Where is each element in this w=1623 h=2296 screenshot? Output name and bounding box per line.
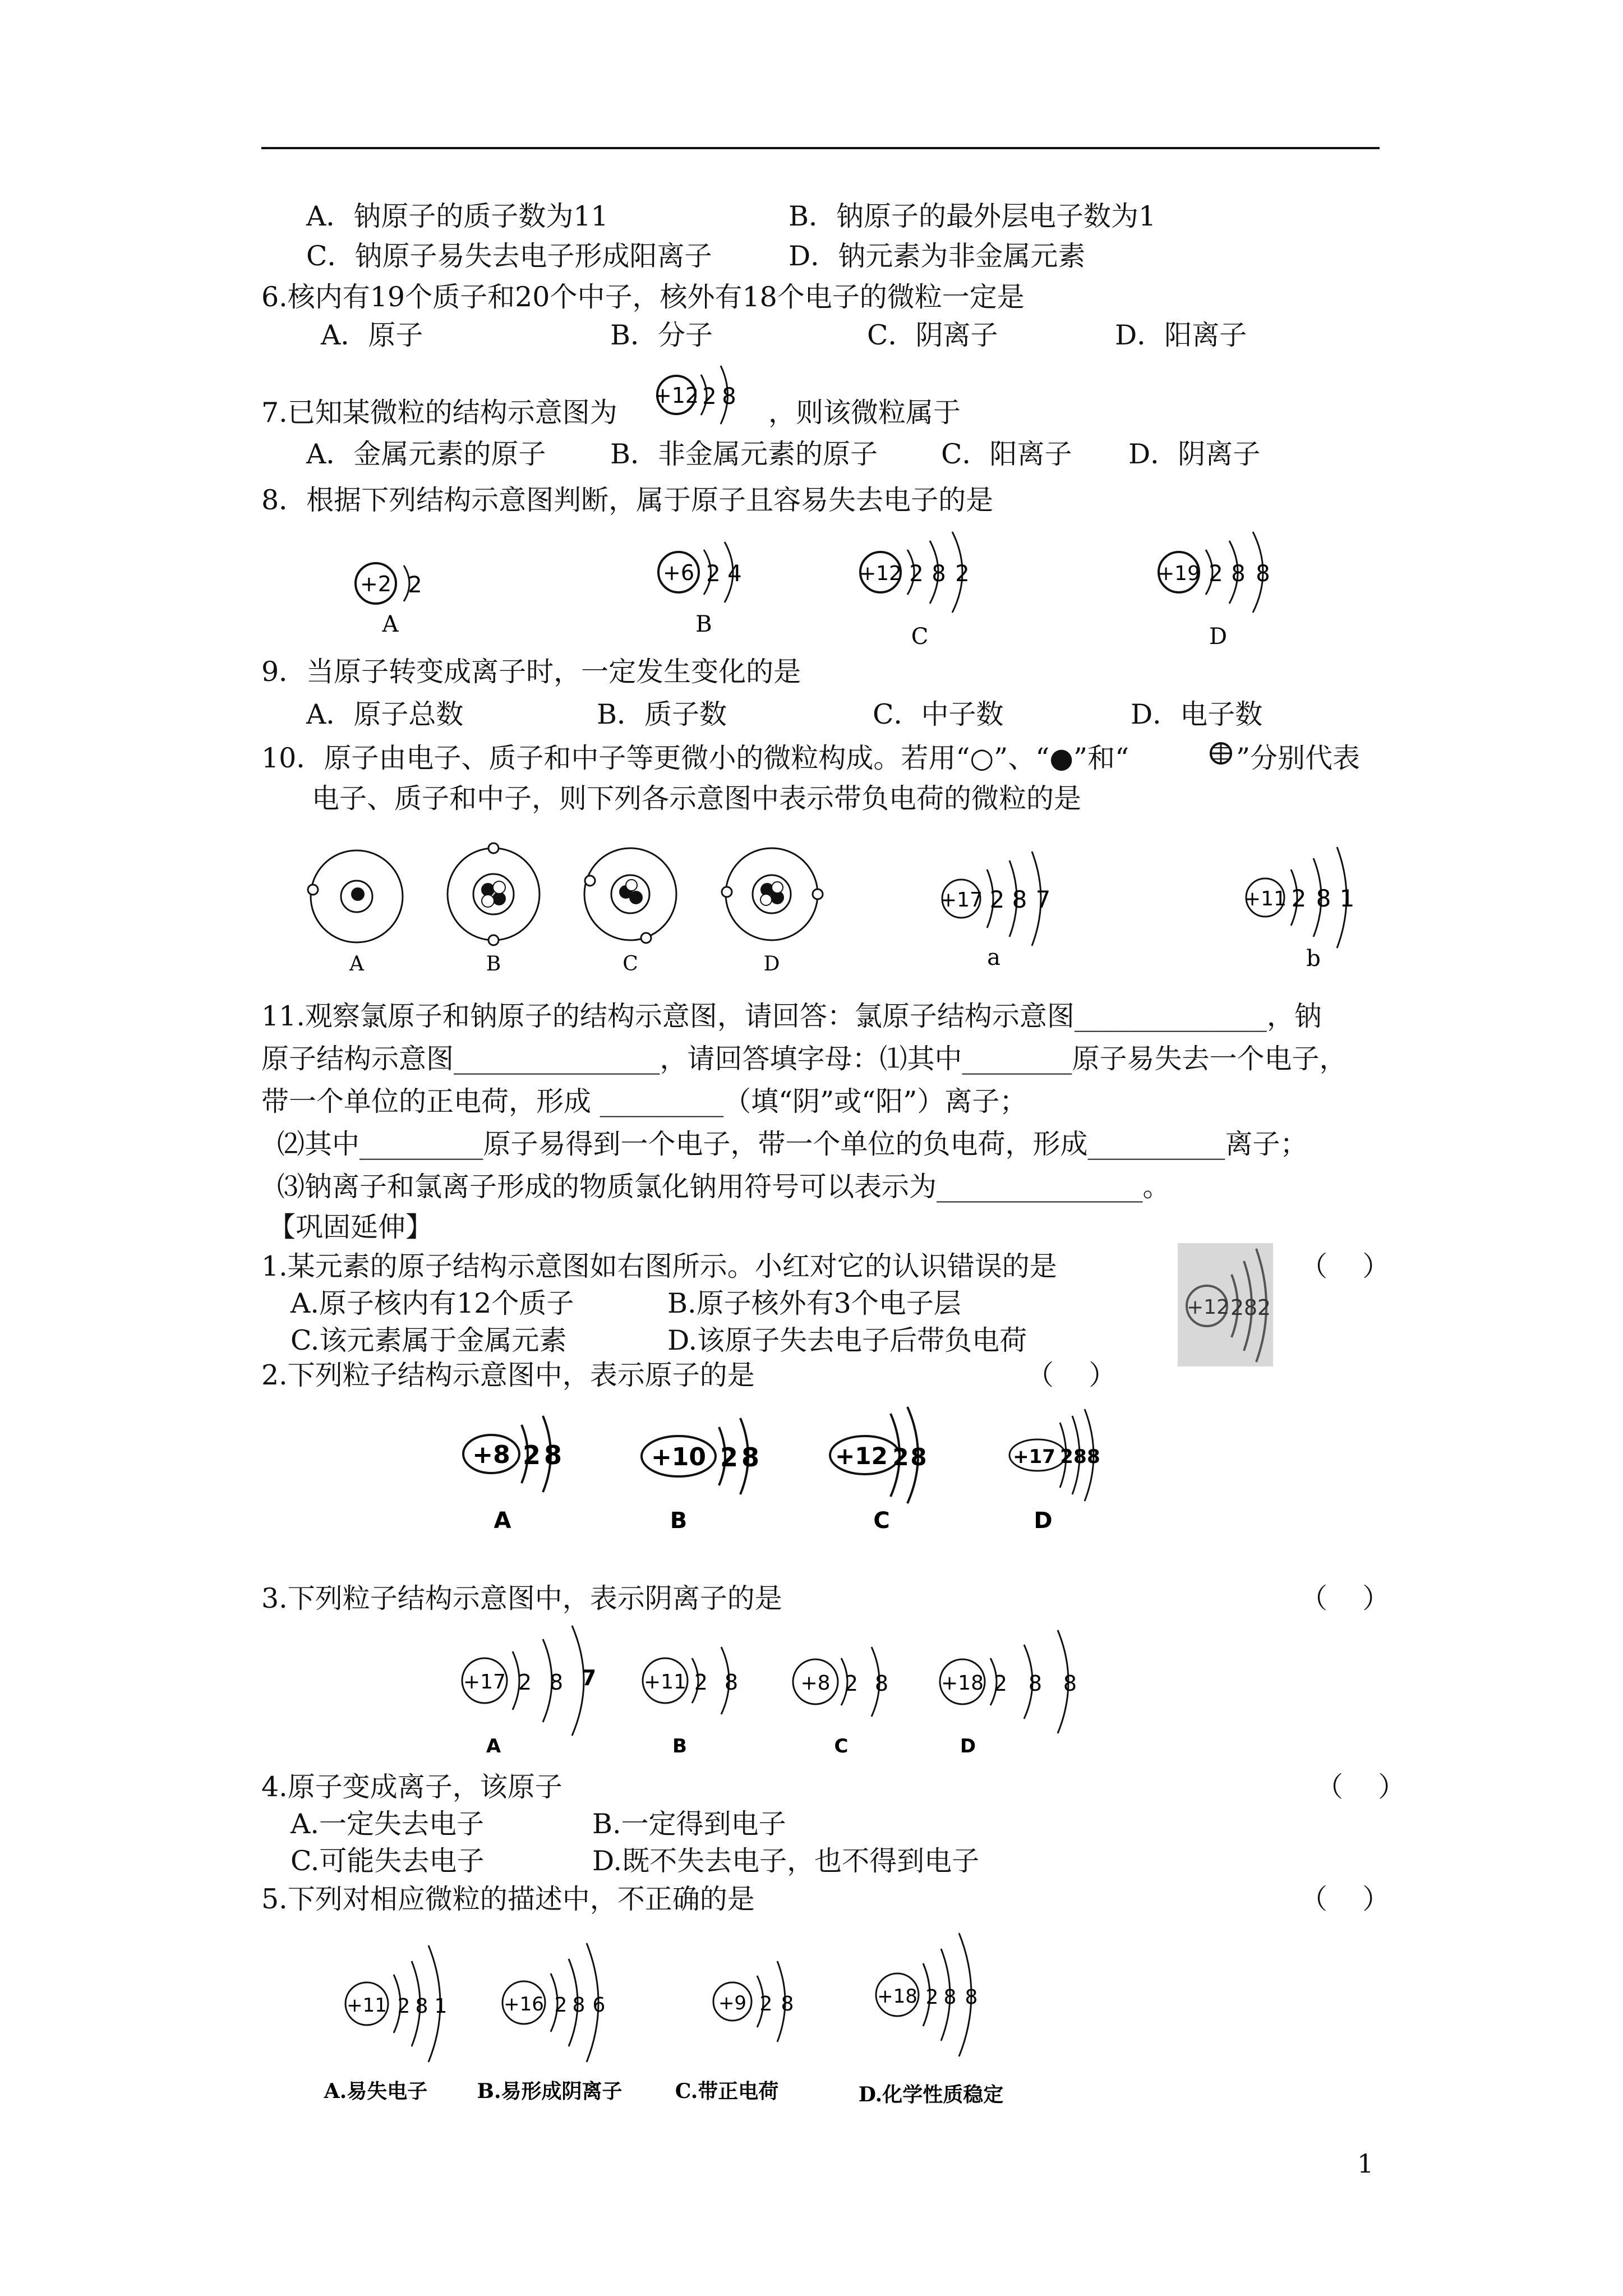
svg-text:6: 6 [592,1994,606,2017]
e5-diagram-a [324,1945,448,2103]
exercise-2: 2.下列粒子结构示意图中，表示原子的是 [261,1359,755,1391]
svg-text:C: C [873,1508,890,1534]
svg-text:8: 8 [1316,885,1331,912]
svg-text:+9: +9 [718,1992,747,2014]
question-11-line3: 带一个单位的正电荷，形成 _________（填“阴”或“阳”）离子； [261,1085,1027,1117]
q7-diagram [651,358,763,431]
q8-diagram-b [658,542,742,637]
e3-diagram-c [793,1647,888,1757]
e5-diagram-c [675,1961,794,2103]
svg-text:A: A [382,611,399,637]
q9-option-b: B．质子数 [597,698,727,730]
svg-text:8: 8 [1231,561,1246,587]
svg-text:C: C [623,953,638,976]
svg-text:8: 8 [722,384,736,409]
e2-diagram-a [463,1416,562,1534]
svg-text:C.带正电荷: C.带正电荷 [675,2079,779,2103]
svg-text:4: 4 [727,561,742,587]
svg-text:2: 2 [554,1994,568,2017]
svg-text:8: 8 [724,1670,739,1695]
q8-diagram-a [356,563,422,637]
question-11-line5: ⑶钠离子和氯离子形成的物质氯化钠用符号可以表示为_______________。 [277,1171,1170,1203]
svg-text:8: 8 [1243,1295,1258,1320]
answer-blank: （ ） [1026,1359,1117,1391]
svg-text:+12: +12 [1187,1296,1229,1319]
q9-option-c: C．中子数 [873,698,1004,730]
svg-text:7: 7 [1035,886,1051,913]
svg-text:2: 2 [522,1440,541,1470]
svg-text:2: 2 [694,1670,708,1695]
q7-option-c: C．阳离子 [941,438,1072,470]
svg-text:8: 8 [543,1440,562,1470]
e1-option-a: A.原子核内有12个质子 [291,1287,574,1319]
svg-text:A: A [486,1735,501,1757]
svg-text:D: D [763,953,780,976]
svg-text:+11: +11 [644,1671,686,1694]
neutron-icon [1207,739,1235,767]
question-9: 9．当原子转变成离子时，一定发生变化的是 [261,656,801,688]
svg-text:B: B [670,1508,688,1534]
answer-blank: （ ） [1316,1771,1406,1803]
question-10-line2: 电子、质子和中子，则下列各示意图中表示带负电荷的微粒的是 [312,783,1082,815]
exercise-3: 3.下列粒子结构示意图中，表示阴离子的是 [261,1582,782,1614]
svg-text:+17: +17 [463,1671,506,1694]
svg-text:+17: +17 [1013,1446,1055,1468]
svg-text:2: 2 [720,1442,739,1473]
svg-text:8: 8 [1063,1671,1077,1696]
svg-text:8: 8 [1028,1671,1043,1696]
svg-text:8: 8 [415,1995,428,2018]
q7-option-b: B．非金属元素的原子 [610,438,878,470]
svg-text:+11: +11 [1244,887,1287,910]
svg-text:1: 1 [434,1995,448,2018]
question-7: 7.已知某微粒的结构示意图为 [261,397,617,429]
svg-text:B: B [695,611,712,637]
exercise-4: 4.原子变成离子，该原子 [261,1771,562,1803]
e4-option-b: B.一定得到电子 [592,1808,786,1840]
svg-text:C: C [911,624,929,650]
svg-text:+12: +12 [859,562,902,585]
question-8: 8．根据下列结构示意图判断，属于原子且容易失去电子的是 [261,484,994,516]
svg-text:2: 2 [408,572,422,598]
question-7-tail: ，则该微粒属于 [768,397,961,429]
svg-text:+11: +11 [347,1994,387,2017]
q10-atom-a [308,850,403,976]
q7-option-a: A．金属元素的原子 [306,438,546,470]
q10-ion-b [1244,847,1354,972]
svg-text:A: A [494,1508,511,1534]
option-c: C．钠原子易失去电子形成阳离子 [306,240,712,272]
q10-ion-diagrams [931,836,1380,982]
answer-blank: （ ） [1300,1582,1390,1614]
svg-text:2: 2 [1230,1295,1244,1320]
svg-text:+8: +8 [472,1441,510,1469]
svg-text:+10: +10 [651,1443,707,1471]
option-d: D．钠元素为非金属元素 [789,240,1086,272]
svg-text:1: 1 [1339,885,1355,912]
nucleus-charge: +12 [653,383,699,408]
svg-text:+18: +18 [877,1985,917,2008]
q10-atom-diagrams [303,836,886,982]
svg-text:8: 8 [1087,1446,1100,1468]
svg-text:B.易形成阴离子: B.易形成阴离子 [477,2079,623,2103]
svg-text:2: 2 [909,561,924,587]
svg-text:C: C [834,1735,849,1757]
e4-option-c: C.可能失去电子 [291,1845,485,1877]
svg-text:8: 8 [781,1993,794,2016]
e2-diagram-d [1009,1409,1100,1534]
svg-text:8: 8 [932,561,946,587]
e1-option-d: D.该原子失去电子后带负电荷 [667,1324,1027,1356]
svg-text:2: 2 [1257,1295,1271,1320]
svg-text:+17: +17 [940,889,983,912]
e1-option-c: C.该元素属于金属元素 [291,1324,567,1356]
svg-text:2: 2 [955,561,970,587]
svg-text:2: 2 [1291,885,1307,912]
svg-text:8: 8 [943,1986,957,2009]
svg-text:D.化学性质稳定: D.化学性质稳定 [858,2083,1004,2106]
q6-option-a: A．原子 [321,319,423,351]
svg-text:+8: +8 [800,1672,831,1695]
svg-text:8: 8 [549,1670,564,1695]
q8-diagram-c [859,532,970,650]
question-6: 6.核内有19个质子和20个中子，核外有18个电子的微粒一定是 [261,281,1025,313]
svg-text:a: a [987,945,1000,970]
e1-diagram [1178,1243,1273,1366]
e2-diagram-b [642,1418,759,1534]
e3-diagram-b [643,1647,738,1757]
q8-diagrams [336,522,1346,656]
e1-option-b: B.原子核外有3个电子层 [667,1287,961,1319]
svg-text:A: A [349,953,364,976]
answer-blank: （ ） [1300,1250,1390,1282]
question-10-tail: ”分别代表 [1236,742,1361,774]
svg-text:+2: +2 [359,572,392,596]
svg-text:B: B [672,1735,687,1757]
q6-option-b: B．分子 [610,319,713,351]
q8-diagram-d [1158,532,1270,650]
svg-text:8: 8 [910,1443,927,1471]
e3-diagrams [449,1619,1122,1759]
e3-diagram-d [940,1630,1077,1757]
svg-text:2: 2 [759,1993,773,2016]
q6-option-c: C．阴离子 [867,319,998,351]
svg-text:+12: +12 [835,1442,888,1470]
svg-text:b: b [1306,946,1321,972]
e3-diagram-a [462,1626,596,1757]
page-number: 1 [1357,2148,1374,2179]
svg-text:2: 2 [892,1443,909,1471]
exercise-5: 5.下列对相应微粒的描述中，不正确的是 [261,1883,755,1915]
svg-text:+19: +19 [1158,562,1200,585]
svg-text:D: D [960,1735,976,1757]
svg-text:D: D [1034,1508,1053,1534]
svg-text:+16: +16 [504,1993,544,2016]
svg-text:8: 8 [874,1671,889,1696]
q7-option-d: D．阴离子 [1128,438,1261,470]
q10-atom-b [448,843,540,976]
svg-text:2: 2 [518,1670,532,1695]
e2-diagrams [460,1402,1133,1537]
svg-text:+18: +18 [941,1672,984,1695]
e2-diagram-c [830,1407,927,1534]
svg-text:D: D [1209,624,1228,650]
svg-text:2: 2 [397,1995,411,2018]
svg-text:A.易失电子: A.易失电子 [324,2079,428,2103]
svg-text:8: 8 [965,1986,978,2009]
answer-blank: （ ） [1300,1883,1390,1915]
svg-text:2: 2 [1209,561,1223,587]
q6-option-d: D．阳离子 [1115,319,1247,351]
q10-atom-d [722,848,823,976]
q9-option-d: D．电子数 [1131,698,1263,730]
svg-text:8: 8 [1073,1446,1087,1468]
svg-text:8: 8 [741,1442,760,1473]
option-b: B．钠原子的最外层电子数为1 [789,200,1156,232]
section-heading: 【巩固延伸】 [268,1211,434,1243]
svg-text:+6: +6 [662,560,695,585]
q10-atom-c [584,848,676,976]
svg-text:2: 2 [989,886,1005,913]
question-10: 10．原子由电子、质子和中子等更微小的微粒构成。若用“○”、“●”和“ [261,742,1129,774]
e4-option-a: A.一定失去电子 [291,1808,484,1840]
option-a: A．钠原子的质子数为11 [306,200,608,232]
svg-text:7: 7 [581,1665,597,1690]
svg-text:2: 2 [702,384,717,409]
svg-text:8: 8 [1012,886,1027,913]
svg-text:8: 8 [1256,561,1270,587]
svg-text:2: 2 [706,561,721,587]
e5-diagrams [325,1930,1054,2115]
e4-option-d: D.既不失去电子，也不得到电子 [592,1845,980,1877]
question-11: 11.观察氯原子和钠原子的结构示意图，请回答：氯原子结构示意图______________，钠 [261,1000,1322,1032]
svg-text:2: 2 [925,1986,939,2009]
svg-text:8: 8 [572,1994,585,2017]
svg-text:2: 2 [1060,1446,1073,1468]
svg-text:2: 2 [844,1671,859,1696]
question-11-line2: 原子结构示意图_______________，请回答填字母：⑴其中________原子易失去一个电子， [261,1043,1347,1075]
exercise-1: 1.某元素的原子结构示意图如右图所示。小红对它的认识错误的是 [261,1250,1057,1282]
svg-text:B: B [486,953,501,976]
q9-option-a: A．原子总数 [306,698,464,730]
e5-diagram-b [477,1943,623,2103]
e5-diagram-d [859,1933,1003,2106]
question-11-line4: ⑵其中_________原子易得到一个电子，带一个单位的负电荷，形成__________离子； [277,1128,1308,1160]
svg-text:2: 2 [993,1671,1008,1696]
q10-ion-a [940,852,1050,970]
header-rule [261,147,1380,149]
